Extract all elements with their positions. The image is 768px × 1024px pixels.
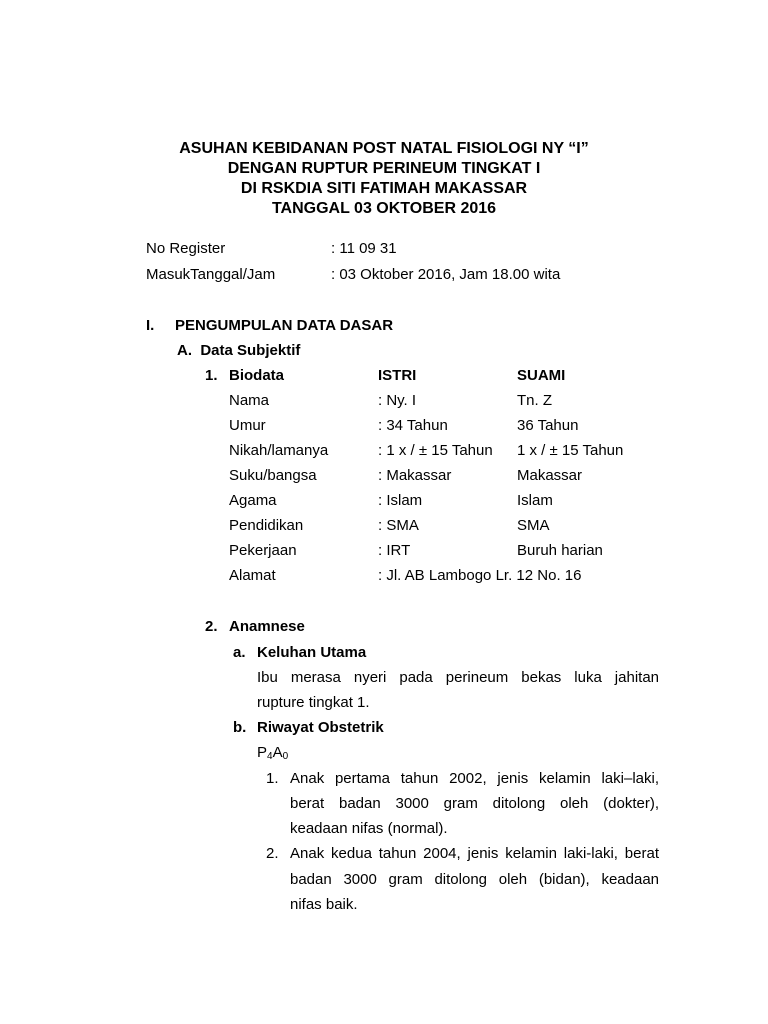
biodata-row-istri: : IRT	[378, 542, 411, 559]
abortus-count: 0	[282, 751, 289, 762]
biodata-row-istri: : SMA	[378, 517, 419, 534]
biodata-row-label: Umur	[229, 417, 266, 434]
biodata-col-istri: ISTRI	[378, 367, 417, 384]
anamnese-number: 2.	[205, 618, 218, 635]
keluhan-label: Keluhan Utama	[257, 644, 367, 661]
biodata-number: 1.	[205, 367, 218, 384]
section-title: PENGUMPULAN DATA DASAR	[175, 317, 394, 334]
biodata-row-label: Nikah/lamanya	[229, 442, 329, 459]
biodata-row-istri: : Ny. I	[378, 392, 417, 409]
list-item-line: Anak kedua tahun 2004, jenis kelamin laki-laki, berat	[290, 845, 659, 862]
biodata-row-label: Alamat	[229, 567, 276, 584]
anamnese-label: Anamnese	[229, 618, 305, 635]
biodata-row-label: Nama	[229, 392, 270, 409]
biodata-row-label: Suku/bangsa	[229, 467, 317, 484]
list-item-number: 1.	[266, 770, 279, 787]
keluhan-number: a.	[233, 644, 246, 661]
biodata-row-istri: : Islam	[378, 492, 423, 509]
biodata-row-istri: : 1 x / ± 15 Tahun	[378, 442, 493, 459]
biodata-row-label: Agama	[229, 492, 277, 509]
register-no-value: : 11 09 31	[331, 240, 397, 257]
list-item-line: berat badan 3000 gram ditolong oleh (dokter),	[290, 795, 659, 812]
parity-count: 4	[267, 751, 273, 762]
biodata-row-label: Pekerjaan	[229, 542, 297, 559]
section-number: I.	[146, 317, 155, 334]
keluhan-text-line: rupture tingkat 1.	[257, 694, 370, 711]
biodata-label: Biodata	[229, 367, 285, 384]
list-item-line: keadaan nifas (normal).	[290, 820, 448, 837]
title-line-2: DENGAN RUPTUR PERINEUM TINGKAT I	[227, 160, 541, 177]
riwayat-label: Riwayat Obstetrik	[257, 719, 384, 736]
biodata-row-label: Pendidikan	[229, 517, 304, 534]
register-no-label: No Register	[146, 240, 226, 257]
biodata-row-suami: 1 x / ± 15 Tahun	[517, 442, 624, 459]
title-line-4: TANGGAL 03 OKTOBER 2016	[271, 200, 497, 217]
obstetric-formula	[257, 740, 288, 765]
biodata-row-istri: : Jl. AB Lambogo Lr. 12 No. 16	[378, 567, 582, 584]
biodata-row-suami: Makassar	[517, 467, 583, 484]
riwayat-number: b.	[233, 719, 247, 736]
parity-letter: P	[257, 744, 268, 761]
biodata-row-suami: 36 Tahun	[517, 417, 579, 434]
list-item-line: nifas baik.	[290, 896, 358, 913]
list-item-line: Anak pertama tahun 2002, jenis kelamin laki–laki,	[290, 770, 659, 787]
biodata-row-suami: Tn. Z	[517, 392, 553, 409]
biodata-row-suami: SMA	[517, 517, 550, 534]
subsection-a-title: A. Data Subjektif	[177, 342, 301, 359]
list-item-line: badan 3000 gram ditolong oleh (bidan), keadaan	[290, 871, 659, 888]
title-line-3: DI RSKDIA SITI FATIMAH MAKASSAR	[240, 180, 528, 197]
biodata-row-suami: Buruh harian	[517, 542, 603, 559]
biodata-row-suami: Islam	[517, 492, 553, 509]
abortus-letter: A	[272, 744, 283, 761]
list-item-number: 2.	[266, 845, 279, 862]
biodata-row-istri: : 34 Tahun	[378, 417, 448, 434]
register-masuk-label: MasukTanggal/Jam	[146, 266, 276, 283]
title-line-1: ASUHAN KEBIDANAN POST NATAL FISIOLOGI NY “I”	[179, 140, 589, 157]
keluhan-text-line: Ibu merasa nyeri pada perineum bekas luka jahitan	[257, 669, 659, 686]
register-masuk-value: : 03 Oktober 2016, Jam 18.00 wita	[331, 266, 561, 283]
biodata-col-suami: SUAMI	[517, 367, 566, 384]
biodata-row-istri: : Makassar	[378, 467, 452, 484]
